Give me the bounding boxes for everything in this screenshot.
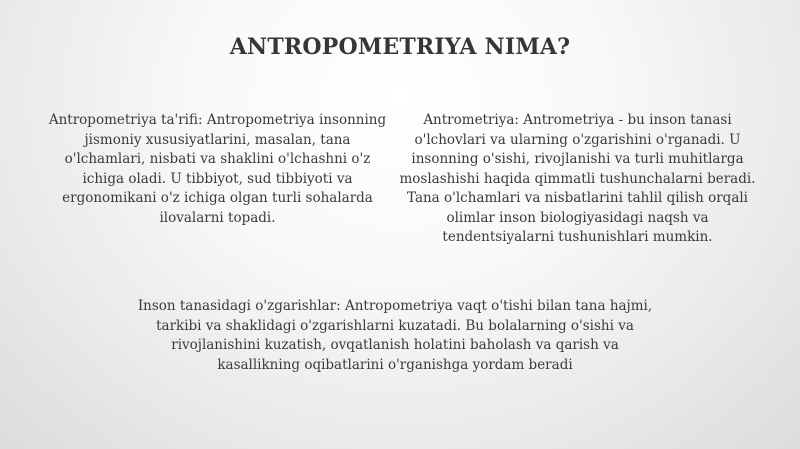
body-changes-text-block: Inson tanasidagi o'zgarishlar: Antropometriya vaqt o'tishi bilan tana hajmi, tarkibi va shaklidagi o'zgarishlarni kuzatadi. Bu bolalarning o'sishi va rivojlanishini kuzatish, ovqatlanish holatini baholash va qarish va kasallikning oqibatlarini o'rganishga yordam beradi [137, 298, 653, 373]
antrometriya-text-block: Antrometriya: Antrometriya - bu inson tanasi o'lchovlari va ularning o'zgarishini o'rganadi. U insonning o'sishi, rivojlanishi va turli muhitlarga moslashishi haqida qimmatli tushunchalarni beradi. Tana o'lchamlari va nisbatlarini tahlil qilish orqali olimlar inson biologiyasidagi naqsh va tendentsiyalarni tushunishlari mumkin. [399, 112, 756, 245]
definition-text-block: Antropometriya ta'rifi: Antropometriya insonning jismoniy xususiyatlarini, masalan, tana o'lchamlari, nisbati va shaklini o'lchashni o'z ichiga oladi. U tibbiyot, sud tibbiyoti va ergonomikani o'z ichiga olgan turli sohalarda ilovalarni topadi. [48, 112, 387, 226]
slide-title: ANTROPOMETRIYA NIMA? [229, 34, 571, 60]
